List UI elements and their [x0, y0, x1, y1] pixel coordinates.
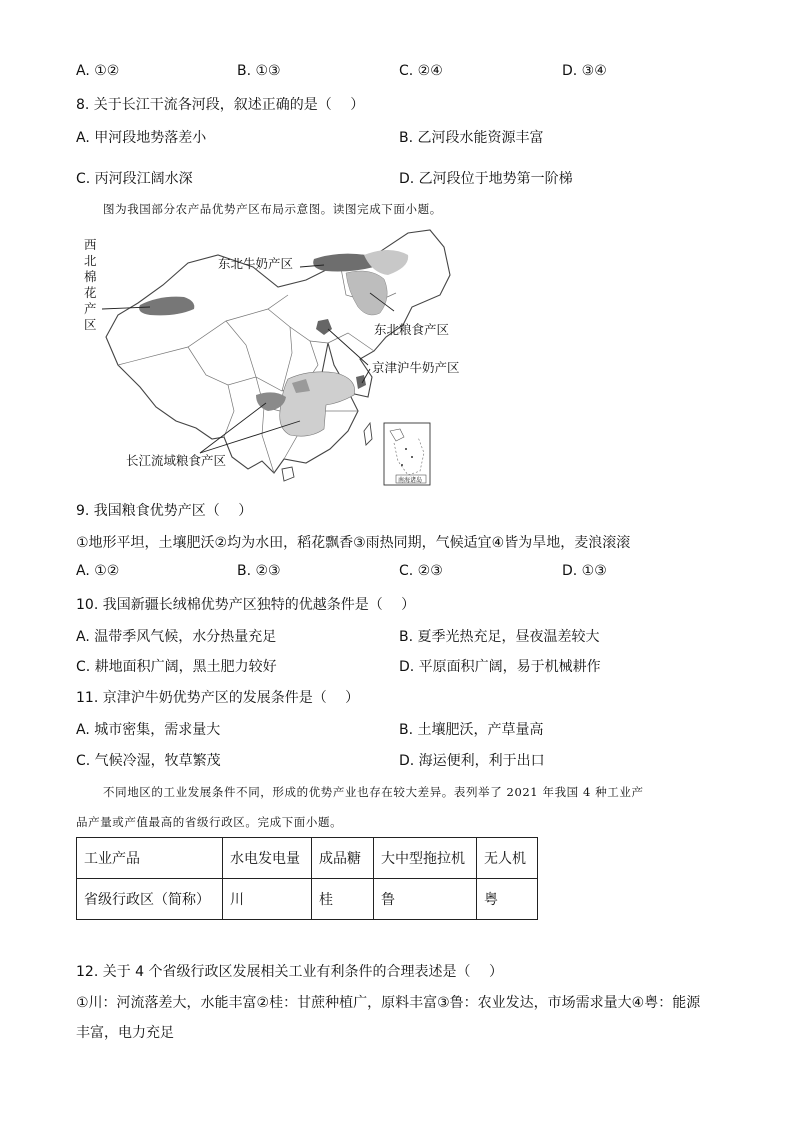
q7-option-c: C. ②④ — [399, 63, 443, 79]
taiwan-island — [364, 423, 372, 445]
q11-option-c: C. 气候冷湿，牧草繁茂 — [76, 753, 221, 769]
q9-option-d: D. ①③ — [562, 563, 607, 579]
svg-text:花: 花 — [84, 285, 97, 300]
inset-label: 南海诸岛 — [398, 477, 423, 484]
table-header-cell: 水电发电量 — [223, 838, 312, 879]
q10-option-b: B. 夏季光热充足，昼夜温差较大 — [399, 629, 600, 645]
q12-stem: 12. 关于 4 个省级行政区发展相关工业有利条件的合理表述是（ ） — [76, 964, 503, 980]
q11-stem: 11. 京津沪牛奶优势产区的发展条件是（ ） — [76, 690, 360, 706]
q9-stem: 9. 我国粮食优势产区（ ） — [76, 503, 253, 519]
q11-option-d: D. 海运便利，利于出口 — [399, 753, 545, 769]
label-northeast-grain: 东北粮食产区 — [374, 322, 450, 337]
q10-option-c: C. 耕地面积广阔，黑土肥力较好 — [76, 659, 277, 675]
table-header-row — [77, 838, 538, 879]
svg-text:北: 北 — [84, 253, 97, 268]
q9-statements: ①地形平坦，土壤肥沃②均为水田，稻花飘香③雨热同期，气候适宜④皆为旱地，麦浪滚滚 — [76, 535, 631, 551]
south-china-sea-inset — [384, 423, 430, 485]
q9-option-c: C. ②③ — [399, 563, 443, 579]
svg-text:棉: 棉 — [84, 269, 97, 284]
table-cell: 省级行政区（简称） — [77, 879, 223, 920]
hainan-island — [282, 467, 294, 481]
table-header-cell: 大中型拖拉机 — [374, 838, 477, 879]
china-agriculture-map — [78, 225, 478, 495]
q8-option-a: A. 甲河段地势落差小 — [76, 130, 207, 146]
svg-text:区: 区 — [84, 317, 97, 332]
q11-option-a: A. 城市密集，需求量大 — [76, 722, 221, 738]
table-row — [77, 879, 538, 920]
q10-option-d: D. 平原面积广阔，易于机械耕作 — [399, 659, 601, 675]
table-header-cell: 成品糖 — [312, 838, 374, 879]
q11-option-b: B. 土壤肥沃，产草量高 — [399, 722, 544, 738]
q9-option-a: A. ①② — [76, 563, 120, 579]
industry-product-table — [76, 837, 538, 920]
label-yangtze-grain: 长江流域粮食产区 — [126, 453, 227, 468]
q12-statements-line-1: ①川：河流落差大，水能丰富②桂：甘蔗种植广，原料丰富③鲁：农业发达，市场需求量大④粤：能源 — [76, 995, 701, 1011]
q12-statements-line-2: 丰富，电力充足 — [76, 1025, 174, 1041]
q7-option-a: A. ①② — [76, 63, 120, 79]
q10-option-a: A. 温带季风气候，水分热量充足 — [76, 629, 277, 645]
q8-stem: 8. 关于长江干流各河段，叙述正确的是（ ） — [76, 97, 365, 113]
table-header-cell: 工业产品 — [77, 838, 223, 879]
svg-text:产: 产 — [84, 301, 97, 316]
q8-option-d: D. 乙河段位于地势第一阶梯 — [399, 171, 573, 187]
table-cell: 鲁 — [374, 879, 477, 920]
q8-option-b: B. 乙河段水能资源丰富 — [399, 130, 544, 146]
table-header-cell: 无人机 — [477, 838, 538, 879]
table-cell: 桂 — [312, 879, 374, 920]
table-cell: 粤 — [477, 879, 538, 920]
label-jingjinhu-milk: 京津沪牛奶产区 — [372, 360, 460, 375]
q9-option-b: B. ②③ — [237, 563, 281, 579]
table-intro-line-1: 不同地区的工业发展条件不同，形成的优势产业也存在较大差异。表列举了 2021 年我国 4 种工业产 — [103, 785, 644, 799]
q8-option-c: C. 丙河段江阔水深 — [76, 171, 193, 187]
q7-option-d: D. ③④ — [562, 63, 607, 79]
q7-option-b: B. ①③ — [237, 63, 281, 79]
q10-stem: 10. 我国新疆长绒棉优势产区独特的优越条件是（ ） — [76, 597, 416, 613]
label-northeast-milk: 东北牛奶产区 — [218, 256, 294, 271]
map-intro: 图为我国部分农产品优势产区布局示意图。读图完成下面小题。 — [103, 202, 442, 216]
table-intro-line-2: 品产量或产值最高的省级行政区。完成下面小题。 — [76, 815, 343, 829]
table-cell: 川 — [223, 879, 312, 920]
label-northwest-cotton — [84, 237, 97, 332]
svg-text:西: 西 — [84, 237, 97, 252]
